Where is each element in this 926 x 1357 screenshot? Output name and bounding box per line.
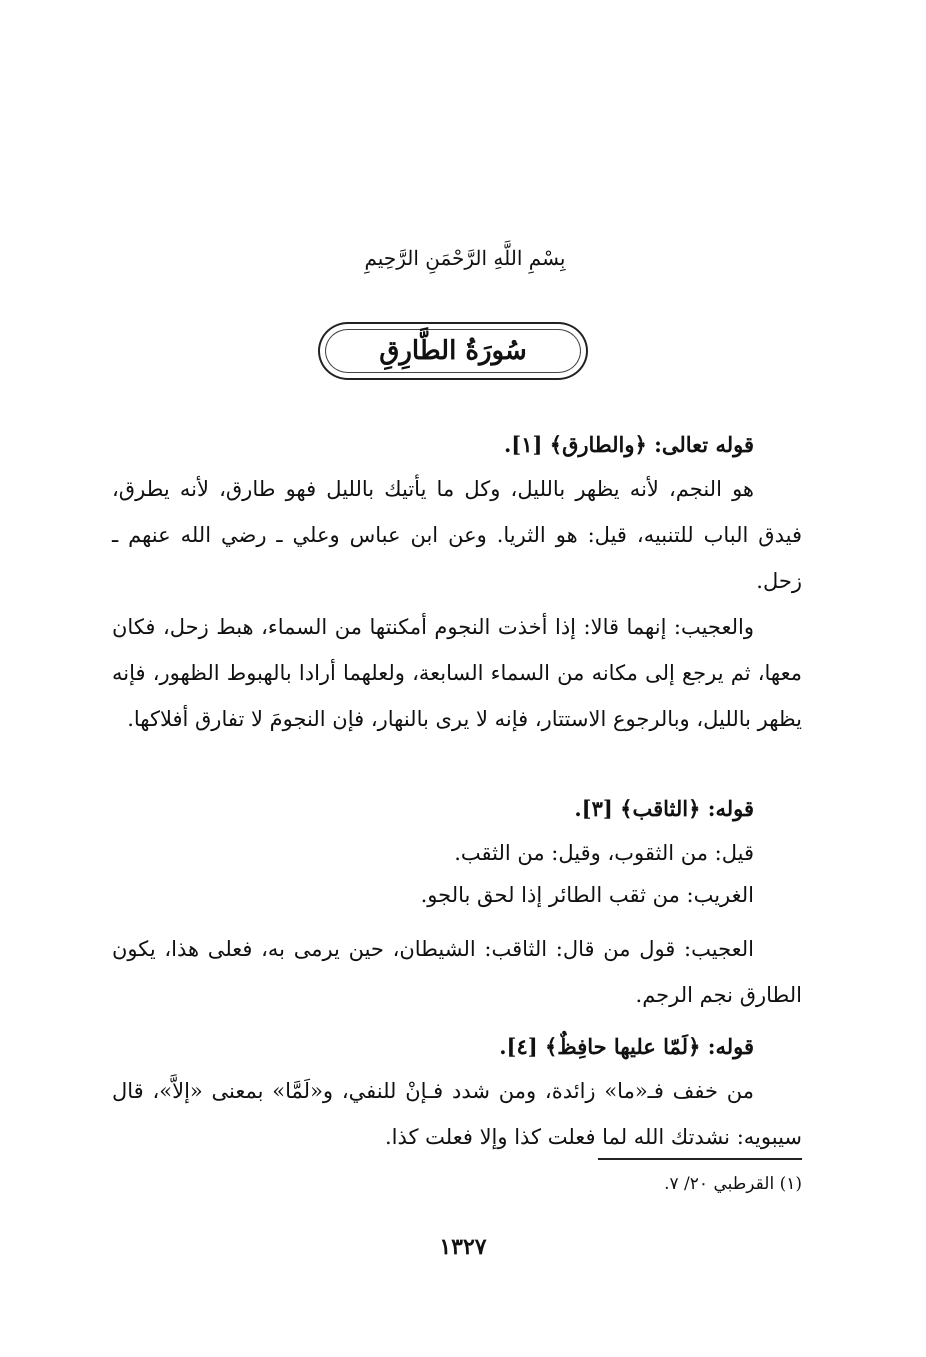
verse-1-heading: قوله تعالى: ﴿والطارق﴾ [١]. bbox=[503, 432, 754, 457]
verse-3-heading-block bbox=[112, 786, 802, 832]
verse-3-gharib-block bbox=[112, 872, 802, 918]
verse-4-body: من خفف فـ«ما» زائدة، ومن شدد فـإنْ للنفي، و«لَمَّا» بمعنى «إلاَّ»، قال سيبويه: نشدتك الله لما فعلت كذا وإلا فعلت كذا. bbox=[112, 1079, 802, 1149]
verse-4-heading-block bbox=[112, 1024, 802, 1070]
verse-1-ajib: والعجيب: إنهما قالا: إذا أخذت النجوم أمكنتها من السماء، هبط زحل، فكان معها، ثم يرجع إلى مكانه من السماء السابعة، ولعلهما أرادا بالهبوط الظهور، فإنه يظهر بالليل، وبالرجوع الاستتار، فإنه لا يرى بالنهار، فإن النجومَ لا تفارق أفلاكها. bbox=[112, 615, 802, 731]
verse-3-gharib: الغريب: من ثقب الطائر إذا لحق بالجو. bbox=[420, 883, 754, 907]
verse-3-ajib: العجيب: قول من قال: الثاقب: الشيطان، حين يرمى به، فعلى هذا، يكون الطارق نجم الرجم. bbox=[112, 937, 802, 1007]
basmala-text: بِسْمِ اللَّهِ الرَّحْمَنِ الرَّحِيمِ bbox=[364, 246, 566, 270]
verse-1-body: هو النجم، لأنه يظهر بالليل، وكل ما يأتيك بالليل فهو طارق، لأنه يطرق، فيدق الباب للتنبيه، قيل: هو الثريا. وعن ابن عباس وعلي ـ رضي الله عنهم ـ زحل. bbox=[112, 477, 802, 593]
page-number: ١٣٢٧ bbox=[439, 1234, 487, 1260]
verse-1-body-block bbox=[112, 466, 802, 604]
surah-title: سُورَةُ الطَّارِقِ bbox=[379, 336, 527, 366]
verse-4-body-block bbox=[112, 1068, 802, 1160]
footnote: (١) القرطبي ٢٠/ ٧. bbox=[664, 1174, 802, 1194]
basmala bbox=[300, 238, 630, 278]
surah-title-frame bbox=[318, 322, 588, 380]
verse-3-qil: قيل: من الثقوب، وقيل: من الثقب. bbox=[454, 841, 754, 865]
verse-1-heading-block bbox=[112, 422, 802, 468]
verse-4-heading: قوله: ﴿لَمّا عليها حافِظٌ﴾ [٤]. bbox=[499, 1034, 754, 1059]
verse-3-qil-block bbox=[112, 830, 802, 876]
verse-3-heading: قوله: ﴿الثاقب﴾ [٣]. bbox=[574, 796, 754, 821]
footnote-divider bbox=[598, 1158, 802, 1160]
verse-1-ajib-block bbox=[112, 604, 802, 742]
verse-3-ajib-block bbox=[112, 926, 802, 1018]
